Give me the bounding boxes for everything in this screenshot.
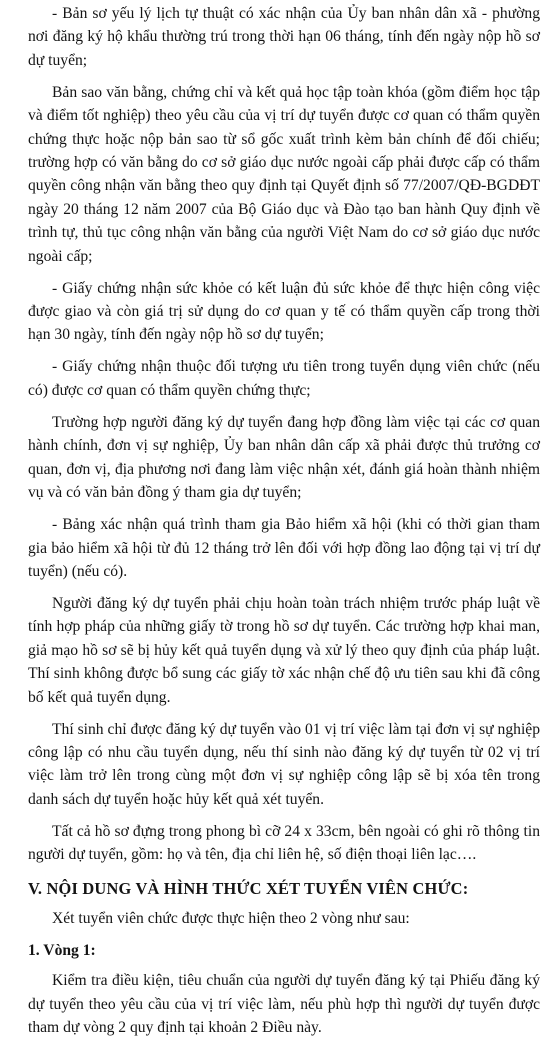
paragraph-priority-certificate: - Giấy chứng nhận thuộc đối tượng ưu tiên trong tuyển dụng viên chức (nếu có) được cơ quan có thẩm quyền chứng thực;: [28, 358, 540, 399]
paragraph-health-certificate: - Giấy chứng nhận sức khỏe có kết luận đủ sức khỏe để thực hiện công việc được giao và còn giá trị sử dụng do cơ quan y tế có thẩm quyền cấp trong thời hạn 30 ngày, tính đến ngày nộp hồ sơ dự tuyển;: [28, 279, 540, 344]
paragraph-curriculum-vitae: - Bản sơ yếu lý lịch tự thuật có xác nhận của Ủy ban nhân dân xã - phường nơi đăng ký hộ khẩu thường trú trong thời hạn 06 tháng, tính đến ngày nộp hồ sơ dự tuyển;: [28, 5, 540, 69]
paragraph-diploma-copies: Bản sao văn bằng, chứng chỉ và kết quả học tập toàn khóa (gồm điểm học tập và điểm tốt nghiệp) theo yêu cầu của vị trí dự tuyển được cơ quan có thẩm quyền chứng thực hoặc nộp bản sao từ sổ gốc xuất trình kèm bản chính để đối chiếu; trường hợp có văn bằng do cơ sở giáo dục nước ngoài cấp phải được cấp có thẩm quyền công nhận văn bằng theo quy định tại Quyết định số 77/2007/QĐ-BGDĐT ngày 20 tháng 12 năm 2007 của Bộ Giáo dục và Đào tạo ban hành Quy định về trình tự, thủ tục công nhận văn bằng của người Việt Nam do cơ sở giáo dục nước ngoài cấp;: [28, 83, 540, 265]
round-text: Kiểm tra điều kiện, tiêu chuẩn của người dự tuyển đăng ký tại Phiếu đăng ký dự tuyển theo yêu cầu của vị trí việc làm, nếu phù hợp thì người dự tuyển được tham dự vòng 2 quy định tại khoản 2 Điều này.: [28, 972, 540, 1037]
section-heading: V. NỘI DUNG VÀ HÌNH THỨC XÉT TUYỂN VIÊN CHỨC:: [28, 878, 469, 898]
paragraph-current-contract: Trường hợp người đăng ký dự tuyển đang hợp đồng làm việc tại các cơ quan hành chính, đơn vị sự nghiệp, Ủy ban nhân dân cấp xã phải được thủ trưởng cơ quan, đơn vị, địa phương nơi đang làm việc nhận xét, đánh giá hoàn thành nhiệm vụ và có văn bản đồng ý tham gia dự tuyển;: [28, 413, 540, 502]
paragraph-social-insurance: - Bảng xác nhận quá trình tham gia Bảo hiểm xã hội (khi có thời gian tham gia bảo hiểm xã hội từ đủ 12 tháng trở lên đối với hợp đồng lao động tại vị trí dự tuyển) (nếu có).: [28, 516, 540, 580]
round-heading: 1. Vòng 1:: [28, 941, 96, 959]
paragraph-legal-responsibility: Người đăng ký dự tuyển phải chịu hoàn toàn trách nhiệm trước pháp luật về tính hợp pháp của những giấy tờ trong hồ sơ dự tuyển. Các trường hợp khai man, giả mạo hồ sơ sẽ bị hủy kết quả tuyển dụng và xử lý theo quy định của pháp luật. Thí sinh không được bổ sung các giấy tờ xác nhận chế độ ưu tiên sau khi đã công bố kết quả tuyển dụng.: [28, 594, 540, 706]
section-intro: Xét tuyển viên chức được thực hiện theo 2 vòng như sau:: [52, 909, 410, 927]
paragraph-single-position: Thí sinh chỉ được đăng ký dự tuyển vào 01 vị trí việc làm tại đơn vị sự nghiệp công lập có nhu cầu tuyển dụng, nếu thí sinh nào đăng ký dự tuyển từ 02 vị trí việc làm trở lên trong cùng một đơn vị sự nghiệp công lập sẽ bị xóa tên trong danh sách dự tuyển hoặc hủy kết quả xét tuyển.: [28, 720, 540, 808]
document-page: [28, 2, 540, 1048]
paragraph-envelope: Tất cả hồ sơ đựng trong phong bì cỡ 24 x 33cm, bên ngoài có ghi rõ thông tin người dự tuyển, gồm: họ và tên, địa chỉ liên hệ, số điện thoại liên lạc….: [28, 822, 540, 864]
